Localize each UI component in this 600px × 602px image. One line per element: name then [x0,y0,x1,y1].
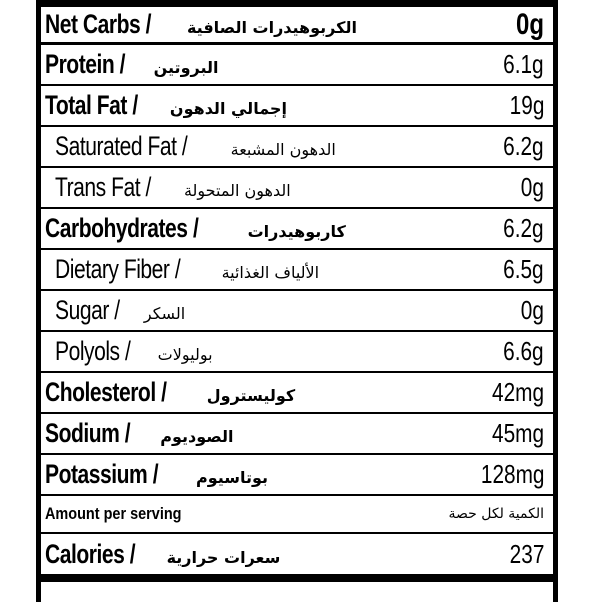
nutrient-label [45,9,357,40]
nutrient-row-sugar [41,291,553,332]
nutrient-name-en: Dietary Fiber / [55,254,181,284]
serving-label-ar: الكمية لكل حصة [448,506,544,522]
nutrient-row-carbohydrates [41,209,553,250]
nutrient-value: 19g [509,90,544,120]
nutrient-value: 42mg [491,377,544,407]
calories-name-en: Calories / [45,538,136,569]
nutrient-name-en: Protein / [45,49,126,79]
serving-header [41,496,553,534]
nutrient-name-ar: بوتاسيوم [195,468,269,487]
nutrient-label [45,49,218,80]
nutrient-name-ar: كوليسترول [206,386,296,405]
nutrition-facts-panel [36,0,558,602]
nutrient-label [55,336,213,367]
nutrient-label [45,377,295,408]
nutrient-row-potassium [41,455,553,496]
nutrient-label [55,254,319,285]
nutrient-name-ar: الكربوهيدرات الصافية [186,18,357,37]
nutrient-name-en: Saturated Fat / [55,131,188,161]
nutrient-value: 45mg [491,418,544,448]
calories-name-ar: سعرات حرارية [166,547,281,567]
nutrient-row-trans-fat [41,168,553,209]
nutrient-value: 6.2g [503,131,544,161]
nutrient-name-en: Cholesterol / [45,377,167,407]
nutrient-row-total-fat [41,86,553,127]
nutrient-label [55,295,185,326]
nutrient-value: 6.2g [503,213,544,243]
nutrient-value: 6.5g [503,254,544,284]
nutrient-value: 128mg [480,459,544,489]
nutrient-name-ar: بوليولات [157,345,213,364]
nutrient-label [55,131,336,162]
nutrient-rows [41,7,553,582]
nutrient-row-sodium [41,414,553,455]
nutrient-label [45,213,346,244]
nutrient-label [45,418,233,449]
nutrient-name-ar: الألياف الغذائية [221,263,320,282]
nutrient-name-en: Polyols / [55,336,131,366]
nutrient-name-en: Trans Fat / [55,172,151,202]
nutrient-value: 0g [515,7,544,41]
nutrient-name-en: Carbohydrates / [45,213,199,243]
top-rule [41,0,553,7]
nutrient-name-ar: البروتين [153,58,219,77]
nutrient-label [45,459,268,490]
nutrient-value: 6.6g [503,336,544,366]
nutrient-name-ar: الدهون المشبعة [230,140,336,159]
nutrient-row-protein [41,45,553,86]
nutrient-name-ar: الصوديوم [160,427,234,446]
nutrient-name-ar: إجمالي الدهون [169,99,287,118]
nutrient-label [45,90,287,121]
nutrient-name-ar: كاربوهيدرات [247,222,346,241]
nutrient-value: 0g [520,295,544,325]
nutrient-name-en: Potassium / [45,459,159,489]
calories-label [45,539,280,570]
calories-row [41,534,553,582]
calories-value: 237 [509,538,544,569]
nutrient-row-cholesterol [41,373,553,414]
nutrient-row-net-carbs [41,7,553,45]
nutrient-label [55,172,291,203]
nutrient-row-saturated-fat [41,127,553,168]
nutrient-value: 6.1g [503,49,544,79]
nutrient-name-ar: الدهون المتحولة [183,181,291,200]
nutrient-value: 0g [520,172,544,202]
nutrient-name-en: Sodium / [45,418,131,448]
nutrient-name-en: Net Carbs / [45,9,152,39]
nutrient-name-en: Total Fat / [45,90,138,120]
nutrient-name-ar: السكر [143,304,186,323]
nutrient-row-dietary-fiber [41,250,553,291]
nutrient-name-en: Sugar / [55,295,120,325]
nutrient-row-polyols [41,332,553,373]
serving-label-en: Amount per serving [45,504,182,523]
